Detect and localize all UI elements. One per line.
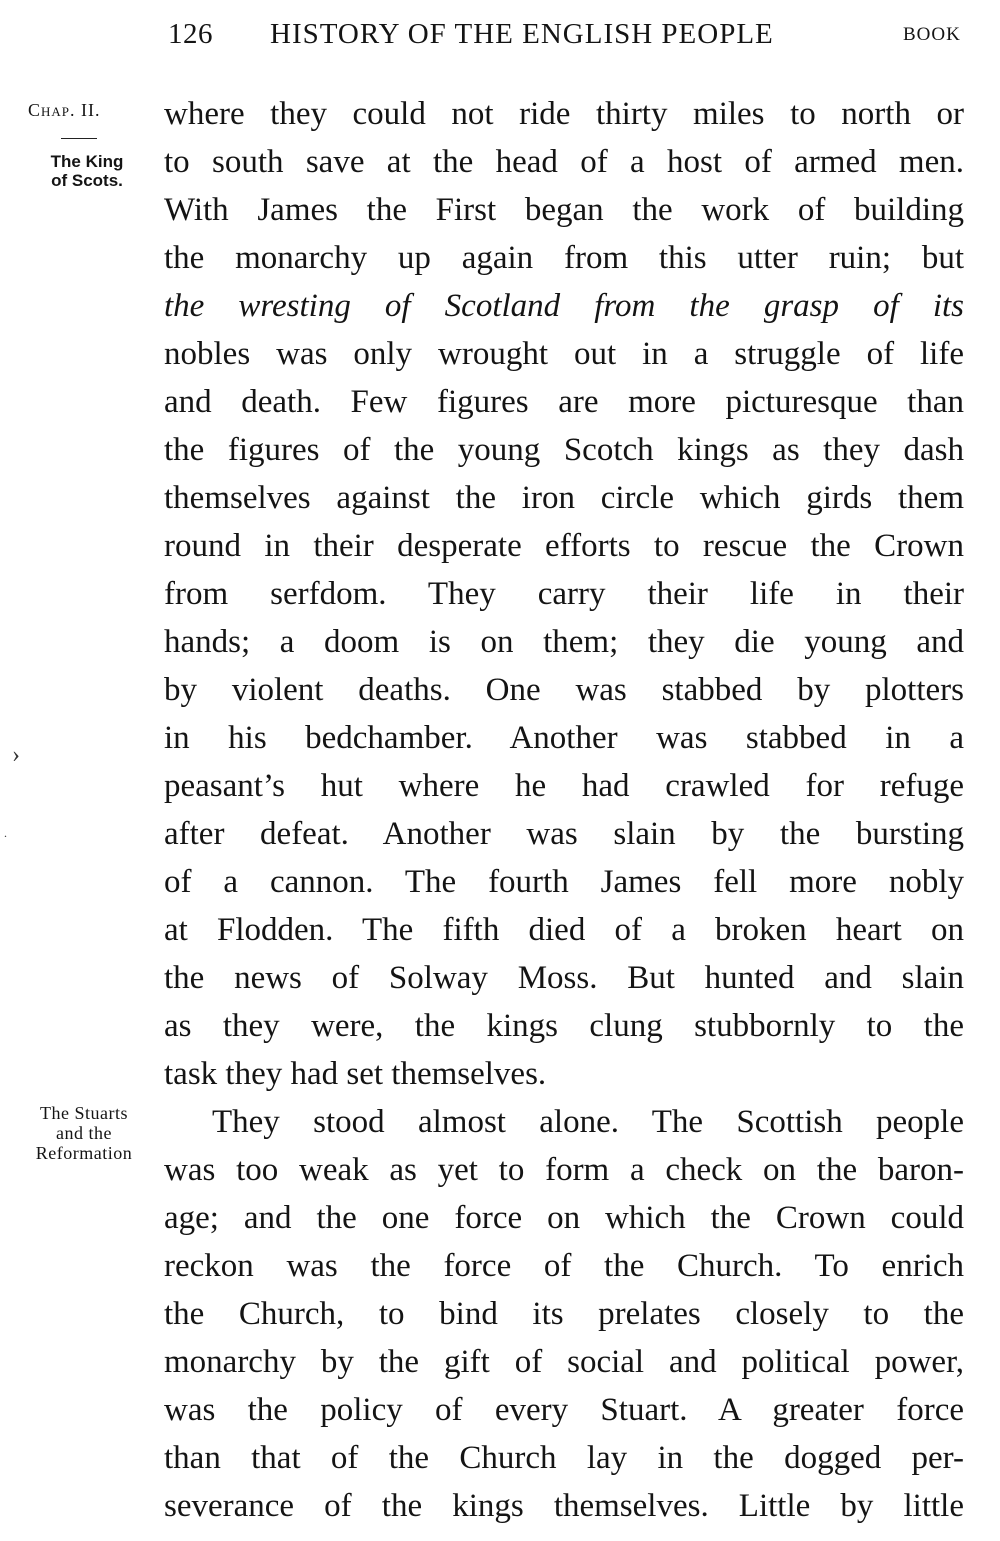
text-line: the figures of the young Scotch kings as they dash xyxy=(164,432,964,468)
margin-note-line: Reformation xyxy=(35,1143,133,1163)
text-line: With James the First began the work of building xyxy=(164,192,964,228)
book-label: BOOK xyxy=(903,24,961,45)
stray-ink-mark: › xyxy=(12,742,20,768)
margin-note-line: and the xyxy=(56,1123,112,1143)
text-line: themselves against the iron circle which girds them xyxy=(164,480,964,516)
text-line: severance of the kings themselves. Little by little xyxy=(164,1488,964,1524)
text-line: of a cannon. The fourth James fell more nobly xyxy=(164,864,964,900)
margin-note-line: The King xyxy=(50,152,124,171)
text-line: age; and the one force on which the Crown could xyxy=(164,1200,964,1236)
margin-note-line: of Scots. xyxy=(51,171,123,190)
text-line: to south save at the head of a host of armed men. xyxy=(164,144,964,180)
chapter-label: Chap. II. xyxy=(28,100,101,120)
text-line: was the policy of every Stuart. A greater force xyxy=(164,1392,964,1428)
running-head xyxy=(0,18,1000,58)
text-line: task they had set themselves. xyxy=(164,1056,547,1092)
margin-note-stuarts-reformation xyxy=(14,1103,154,1163)
text-line: reckon was the force of the Church. To enrich xyxy=(164,1248,964,1284)
text-line: peasant’s hut where he had crawled for refuge xyxy=(164,768,964,804)
text-line: by violent deaths. One was stabbed by plotters xyxy=(164,672,964,708)
text-line: than that of the Church lay in the dogged per- xyxy=(164,1440,964,1476)
margin-note-king-of-scots xyxy=(28,152,146,190)
page-number: 126 xyxy=(168,18,213,50)
text-line: the news of Solway Moss. But hunted and slain xyxy=(164,960,964,996)
running-title: HISTORY OF THE ENGLISH PEOPLE xyxy=(270,18,774,50)
text-line xyxy=(164,282,964,330)
text-line: round in their desperate efforts to rescue the Crown xyxy=(164,528,964,564)
text-line: hands; a doom is on them; they die young and xyxy=(164,624,964,660)
text-line: nobles was only wrought out in a struggle of life xyxy=(164,336,964,372)
text-line-paragraph-start: They stood almost alone. The Scottish people xyxy=(212,1104,964,1140)
text-line: and death. Few figures are more picturesque than xyxy=(164,384,964,420)
text-line: the monarchy up again from this utter ruin; but xyxy=(164,240,964,276)
stray-ink-dot: . xyxy=(4,826,7,840)
text-line: at Flodden. The fifth died of a broken heart on xyxy=(164,912,964,948)
chapter-rule xyxy=(61,138,97,139)
text-line: where they could not ride thirty miles to north or xyxy=(164,96,964,132)
margin-note-line: The Stuarts xyxy=(40,1103,128,1123)
italic-phrase: the wresting of Scotland from the grasp of its xyxy=(164,288,964,324)
text-line: as they were, the kings clung stubbornly to the xyxy=(164,1008,964,1044)
text-line: after defeat. Another was slain by the bursting xyxy=(164,816,964,852)
text-line: from serfdom. They carry their life in their xyxy=(164,576,964,612)
text-line: in his bedchamber. Another was stabbed in a xyxy=(164,720,964,756)
text-line: the Church, to bind its prelates closely to the xyxy=(164,1296,964,1332)
text-line: was too weak as yet to form a check on the baron- xyxy=(164,1152,964,1188)
text-line: monarchy by the gift of social and political power, xyxy=(164,1344,964,1380)
